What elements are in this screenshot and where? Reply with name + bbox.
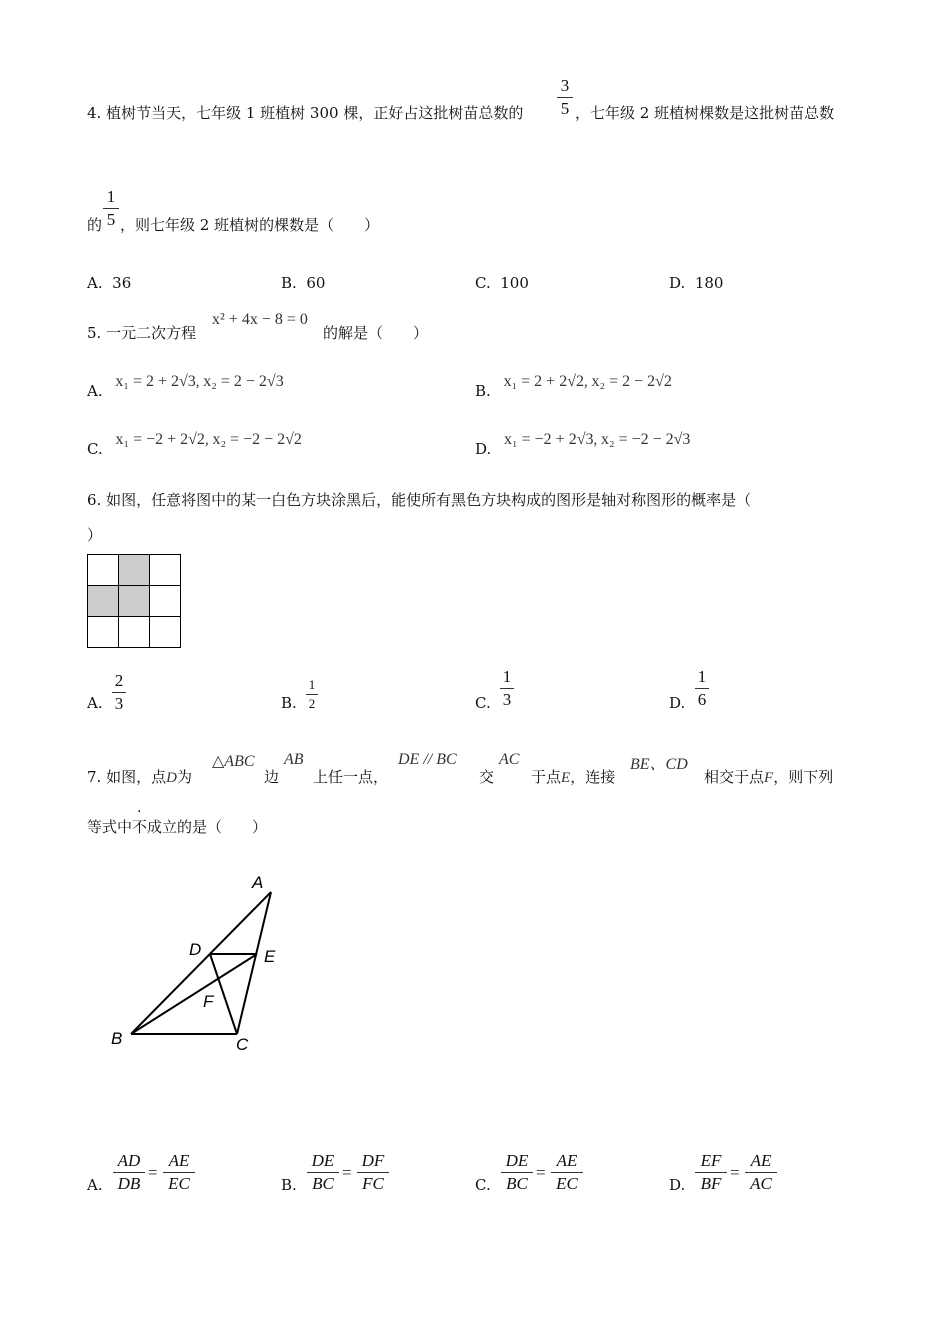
grid-cell-shaded — [119, 586, 150, 617]
q7-c-right-fraction: AE EC — [551, 1151, 583, 1194]
q4-option-d[interactable]: D. 180 — [669, 274, 724, 292]
q7-option-d[interactable]: D. — [669, 1176, 686, 1194]
q7-option-c[interactable]: C. — [475, 1176, 491, 1194]
q7-b-equals: = — [342, 1163, 352, 1182]
q7-option-b[interactable]: B. — [281, 1176, 297, 1194]
q6-grid-figure — [87, 554, 181, 648]
q5-text-a: 5. 一元二次方程 — [87, 324, 197, 342]
q4-option-b[interactable]: B. 60 — [281, 274, 326, 292]
q5-d-x1: x₁ = −2 + 2√3 — [504, 431, 594, 448]
q7-triangle-figure — [100, 866, 300, 1056]
grid-cell — [119, 617, 150, 648]
q7-a-left-fraction: AD DB — [113, 1151, 145, 1194]
q7-d-left-fraction: EF BF — [695, 1151, 727, 1194]
q7-be-cd: BE、CD — [630, 756, 688, 773]
q6-c-fraction: 1 3 — [500, 667, 514, 710]
q6-text-a: 6. 如图，任意将图中的某一白色方块涂黑后，能使所有黑色方块构成的图形是轴对称图形的概率是（ — [87, 491, 752, 509]
q7-de-parallel-bc: DE // BC — [398, 751, 457, 768]
q5-text-b: 的解是（ ） — [323, 324, 429, 342]
q5-c-x2: x₂ = −2 − 2√2 — [212, 431, 302, 448]
q7-ac: AC — [499, 751, 520, 768]
label-c: C — [236, 1035, 249, 1054]
q5-option-b[interactable]: B. x₁ = 2 + 2√2, x₂ = 2 − 2√2 — [475, 373, 672, 400]
q7-text-yudian: 于点E，连接 — [531, 768, 616, 786]
q7-text-tail: 相交于点F，则下列 — [704, 768, 834, 786]
emphasis-dotted-text: 不成立 — [132, 818, 178, 836]
q7-c-left-fraction: DE BC — [501, 1151, 533, 1194]
segment-be — [131, 954, 257, 1034]
q5-option-c[interactable]: C. x₁ = −2 + 2√2, x₂ = −2 − 2√2 — [87, 431, 302, 458]
label-f: F — [203, 992, 214, 1011]
segment-cd — [210, 954, 237, 1034]
q4-text-a: 4. 植树节当天，七年级 1 班植树 300 棵，正好占这批树苗总数的 — [87, 104, 524, 122]
q5-b-x1: x₁ = 2 + 2√2 — [503, 373, 584, 390]
grid-cell-shaded — [88, 586, 119, 617]
q5-d-x2: x₂ = −2 − 2√3 — [600, 431, 691, 448]
q5-a-x1: x₁ = 2 + 2√3 — [115, 373, 196, 390]
label-e: E — [264, 947, 276, 966]
label-a: A — [252, 873, 264, 892]
q6-option-a[interactable]: A. — [87, 694, 103, 712]
q6-d-fraction: 1 6 — [695, 667, 709, 710]
q7-c-equals: = — [536, 1163, 546, 1182]
q4-text-b: ，七年级 2 班植树棵数是这批树苗总数 — [575, 104, 835, 122]
q4-frac1-num: 3 — [560, 76, 570, 95]
q7-text-renyi: 上任一点， — [313, 768, 389, 786]
q7-option-a[interactable]: A. — [87, 1176, 103, 1194]
q7-b-right-fraction: DF FC — [357, 1151, 389, 1194]
q7-a-equals: = — [148, 1163, 158, 1182]
grid-cell — [88, 555, 119, 586]
q7-text-jiao: 交 — [479, 768, 495, 786]
q7-b-left-fraction: DE BC — [307, 1151, 339, 1194]
q6-b-fraction: 1 2 — [306, 677, 318, 712]
q5-option-a[interactable]: A. x₁ = 2 + 2√3, x₂ = 2 − 2√3 — [87, 373, 284, 400]
q5-equation: x² + 4x − 8 = 0 — [212, 311, 308, 328]
q4-option-c[interactable]: C. 100 — [475, 274, 529, 292]
q7-text-line1: 7. 如图，点D为 — [87, 768, 192, 786]
q4-fraction-3-5 — [557, 76, 573, 119]
q7-ab: AB — [284, 751, 304, 768]
grid-cell — [150, 617, 181, 648]
q5-c-x1: x₁ = −2 + 2√2 — [115, 431, 205, 448]
q4-frac2-den: 5 — [106, 210, 116, 229]
q7-text-line2: 等式中不成立的是（ ） — [87, 818, 268, 836]
q7-triangle-abc: △ABC — [212, 753, 255, 770]
q6-option-d[interactable]: D. — [669, 694, 686, 712]
q4-fraction-1-5 — [103, 187, 119, 230]
q7-text-bian: 边 — [264, 768, 280, 786]
q4-frac1-den: 5 — [560, 99, 570, 118]
q7-d-equals: = — [730, 1163, 740, 1182]
grid-cell — [88, 617, 119, 648]
q4-text-d: ，则七年级 2 班植树的棵数是（ ） — [120, 216, 380, 234]
q7-a-right-fraction: AE EC — [163, 1151, 195, 1194]
grid-cell-shaded — [119, 555, 150, 586]
label-d: D — [189, 940, 202, 959]
segment-ab — [131, 892, 271, 1034]
q5-a-x2: x₂ = 2 − 2√3 — [203, 373, 284, 390]
q6-text-b: ） — [87, 526, 103, 544]
q6-option-c[interactable]: C. — [475, 694, 491, 712]
q4-option-a[interactable]: A. 36 — [87, 274, 132, 292]
grid-cell — [150, 555, 181, 586]
q4-text-c: 的 — [87, 216, 103, 234]
q4-frac2-num: 1 — [106, 187, 116, 206]
q7-d-right-fraction: AE AC — [745, 1151, 777, 1194]
q6-a-fraction: 2 3 — [112, 671, 126, 714]
q6-option-b[interactable]: B. — [281, 694, 297, 712]
grid-cell — [150, 586, 181, 617]
q5-b-x2: x₂ = 2 − 2√2 — [591, 373, 672, 390]
q5-option-d[interactable]: D. x₁ = −2 + 2√3, x₂ = −2 − 2√3 — [475, 431, 691, 458]
label-b: B — [111, 1029, 123, 1048]
